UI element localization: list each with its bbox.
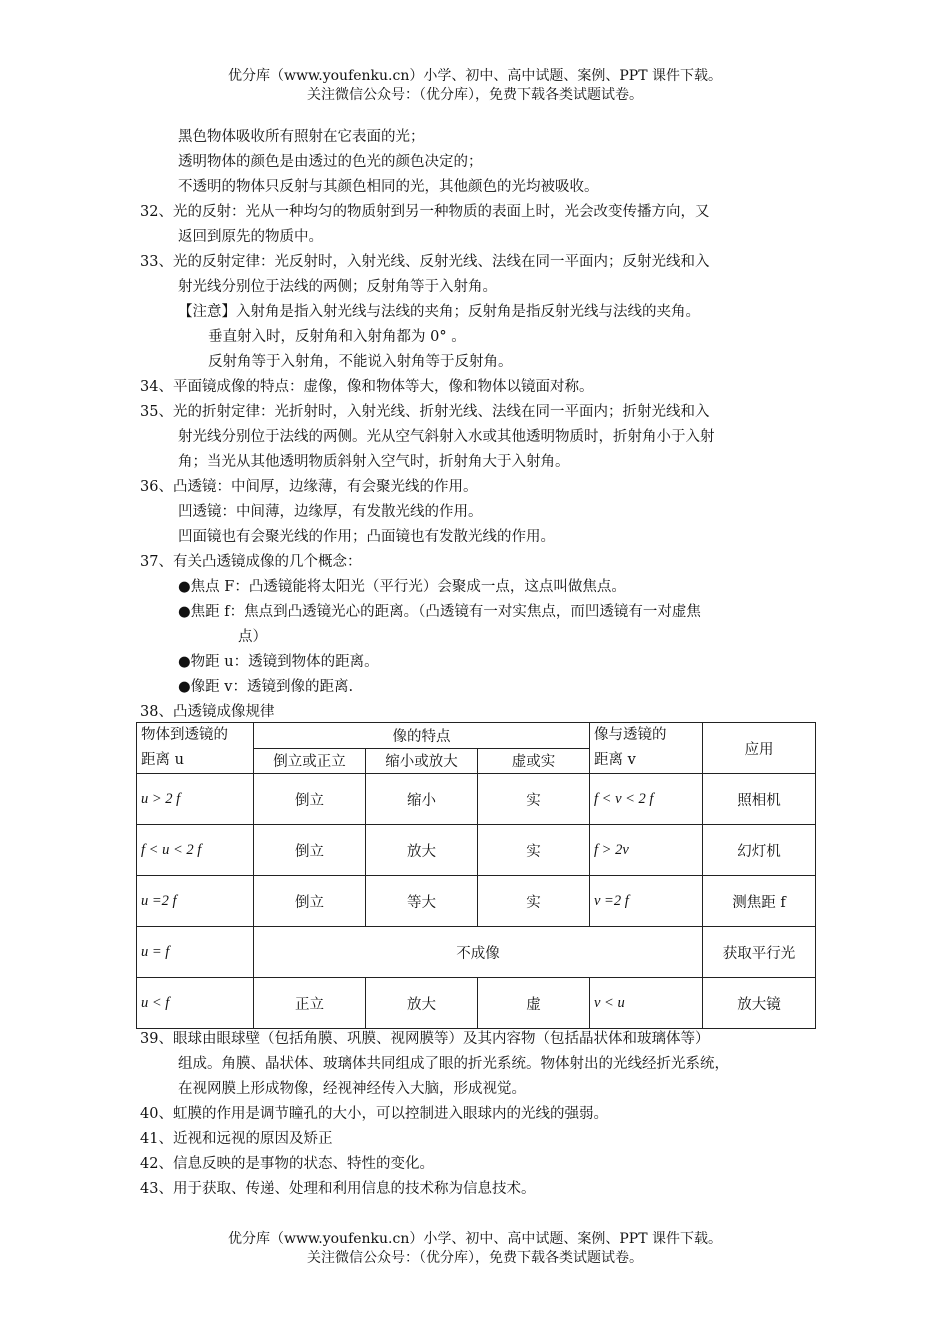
cell-type: 实 — [478, 876, 590, 927]
text-line: 返回到原先的物质中。 — [178, 229, 323, 245]
text-line: 不透明的物体只反射与其颜色相同的光，其他颜色的光均被吸收。 — [178, 179, 599, 195]
text-line: 43、用于获取、传递、处理和利用信息的技术称为信息技术。 — [140, 1181, 536, 1197]
text-line: 42、信息反映的是事物的状态、特性的变化。 — [140, 1156, 434, 1172]
table-row — [137, 825, 816, 876]
text-line: 角；当光从其他透明物质斜射入空气时，折射角大于入射角。 — [178, 454, 570, 470]
header-application: 应用 — [703, 723, 816, 774]
cell-type: 虚 — [478, 978, 590, 1029]
text-line: 32、光的反射：光从一种均匀的物质射到另一种物质的表面上时，光会改变传播方向，又 — [140, 204, 710, 220]
text-line: 黑色物体吸收所有照射在它表面的光； — [178, 129, 425, 145]
text-line: 34、平面镜成像的特点：虚像，像和物体等大，像和物体以镜面对称。 — [140, 379, 594, 395]
text-line: ●焦距 f：焦点到凸透镜光心的距离。（凸透镜有一对实焦点，而凹透镜有一对虚焦 — [178, 604, 701, 620]
table-row — [137, 876, 816, 927]
cell-merged-no-image: 不成像 — [254, 927, 703, 978]
header-distance-v: 像与透镜的 距离 v — [590, 723, 703, 774]
body-text — [140, 125, 820, 725]
cell-orientation: 倒立 — [254, 876, 366, 927]
cell-orientation: 正立 — [254, 978, 366, 1029]
text-line: 在视网膜上形成物像，经视神经传入大脑，形成视觉。 — [178, 1081, 526, 1097]
footer-line-1: 优分库（www.youfenku.cn）小学、初中、高中试题、案例、PPT 课件下载。 — [227, 1231, 722, 1247]
cell-orientation: 倒立 — [254, 825, 366, 876]
text-line: 35、光的折射定律：光折射时，入射光线、折射光线、法线在同一平面内；折射光线和入 — [140, 404, 710, 420]
cell-u: f < u < 2 f — [137, 825, 254, 876]
cell-type: 实 — [478, 825, 590, 876]
text-line: 40、虹膜的作用是调节瞳孔的大小，可以控制进入眼球内的光线的强弱。 — [140, 1106, 608, 1122]
table-row — [137, 774, 816, 825]
text-line: ●像距 v：透镜到像的距离. — [178, 679, 354, 695]
cell-v: v < u — [590, 978, 703, 1029]
text-line: 37、有关凸透镜成像的几个概念： — [140, 554, 362, 570]
header-distance-u: 物体到透镜的 距离 u — [137, 723, 254, 774]
text-line: 射光线分别位于法线的两侧；反射角等于入射角。 — [178, 279, 497, 295]
header-line-2: 关注微信公众号：（优分库），免费下载各类试题试卷。 — [307, 87, 643, 103]
cell-u: u =2 f — [137, 876, 254, 927]
text-line: 凹面镜也有会聚光线的作用；凸面镜也有发散光线的作用。 — [178, 529, 555, 545]
table-row — [137, 927, 816, 978]
cell-size: 放大 — [366, 978, 478, 1029]
header-image-features: 像的特点 — [254, 723, 590, 749]
cell-v: v =2 f — [590, 876, 703, 927]
footer-line-2: 关注微信公众号：（优分库），免费下载各类试题试卷。 — [307, 1250, 643, 1266]
text-line: 透明物体的颜色是由透过的色光的颜色决定的； — [178, 154, 483, 170]
cell-u: u < f — [137, 978, 254, 1029]
table-row — [137, 978, 816, 1029]
cell-application: 获取平行光 — [703, 927, 816, 978]
cell-type: 实 — [478, 774, 590, 825]
text-line: 组成。角膜、晶状体、玻璃体共同组成了眼的折光系统。物体射出的光线经折光系统， — [178, 1056, 729, 1072]
cell-application: 测焦距 f — [703, 876, 816, 927]
page-footer — [0, 1230, 950, 1268]
cell-size: 缩小 — [366, 774, 478, 825]
cell-application: 幻灯机 — [703, 825, 816, 876]
cell-u: u = f — [137, 927, 254, 978]
text-line: ●焦点 F：凸透镜能将太阳光（平行光）会聚成一点，这点叫做焦点。 — [178, 579, 626, 595]
cell-application: 放大镜 — [703, 978, 816, 1029]
text-line: 凹透镜：中间薄，边缘厚，有发散光线的作用。 — [178, 504, 483, 520]
cell-v: f < v < 2 f — [590, 774, 703, 825]
cell-size: 等大 — [366, 876, 478, 927]
lens-imaging-table — [136, 722, 816, 1029]
body-text-after-table — [140, 1027, 820, 1202]
text-line: 38、凸透镜成像规律 — [140, 704, 275, 720]
header-line-1: 优分库（www.youfenku.cn）小学、初中、高中试题、案例、PPT 课件下载。 — [227, 68, 722, 84]
cell-u: u > 2 f — [137, 774, 254, 825]
header-size: 缩小或放大 — [366, 748, 478, 774]
header-orientation: 倒立或正立 — [254, 748, 366, 774]
cell-v: f > 2v — [590, 825, 703, 876]
text-line: 垂直射入时，反射角和入射角都为 0° 。 — [208, 329, 466, 345]
text-line: 41、近视和远视的原因及矫正 — [140, 1131, 333, 1147]
cell-application: 照相机 — [703, 774, 816, 825]
text-line: 点） — [238, 629, 267, 645]
text-line: ●物距 u：透镜到物体的距离。 — [178, 654, 379, 670]
text-line: 39、眼球由眼球壁（包括角膜、巩膜、视网膜等）及其内容物（包括晶状体和玻璃体等） — [140, 1031, 710, 1047]
cell-orientation: 倒立 — [254, 774, 366, 825]
cell-size: 放大 — [366, 825, 478, 876]
text-line: 33、光的反射定律：光反射时，入射光线、反射光线、法线在同一平面内；反射光线和入 — [140, 254, 710, 270]
text-line: 射光线分别位于法线的两侧。光从空气斜射入水或其他透明物质时，折射角小于入射 — [178, 429, 715, 445]
text-line: 反射角等于入射角，不能说入射角等于反射角。 — [208, 354, 513, 370]
text-line: 【注意】入射角是指入射光线与法线的夹角；反射角是指反射光线与法线的夹角。 — [178, 304, 700, 320]
text-line: 36、凸透镜：中间厚，边缘薄，有会聚光线的作用。 — [140, 479, 478, 495]
header-real-virtual: 虚或实 — [478, 748, 590, 774]
page-header — [0, 67, 950, 105]
